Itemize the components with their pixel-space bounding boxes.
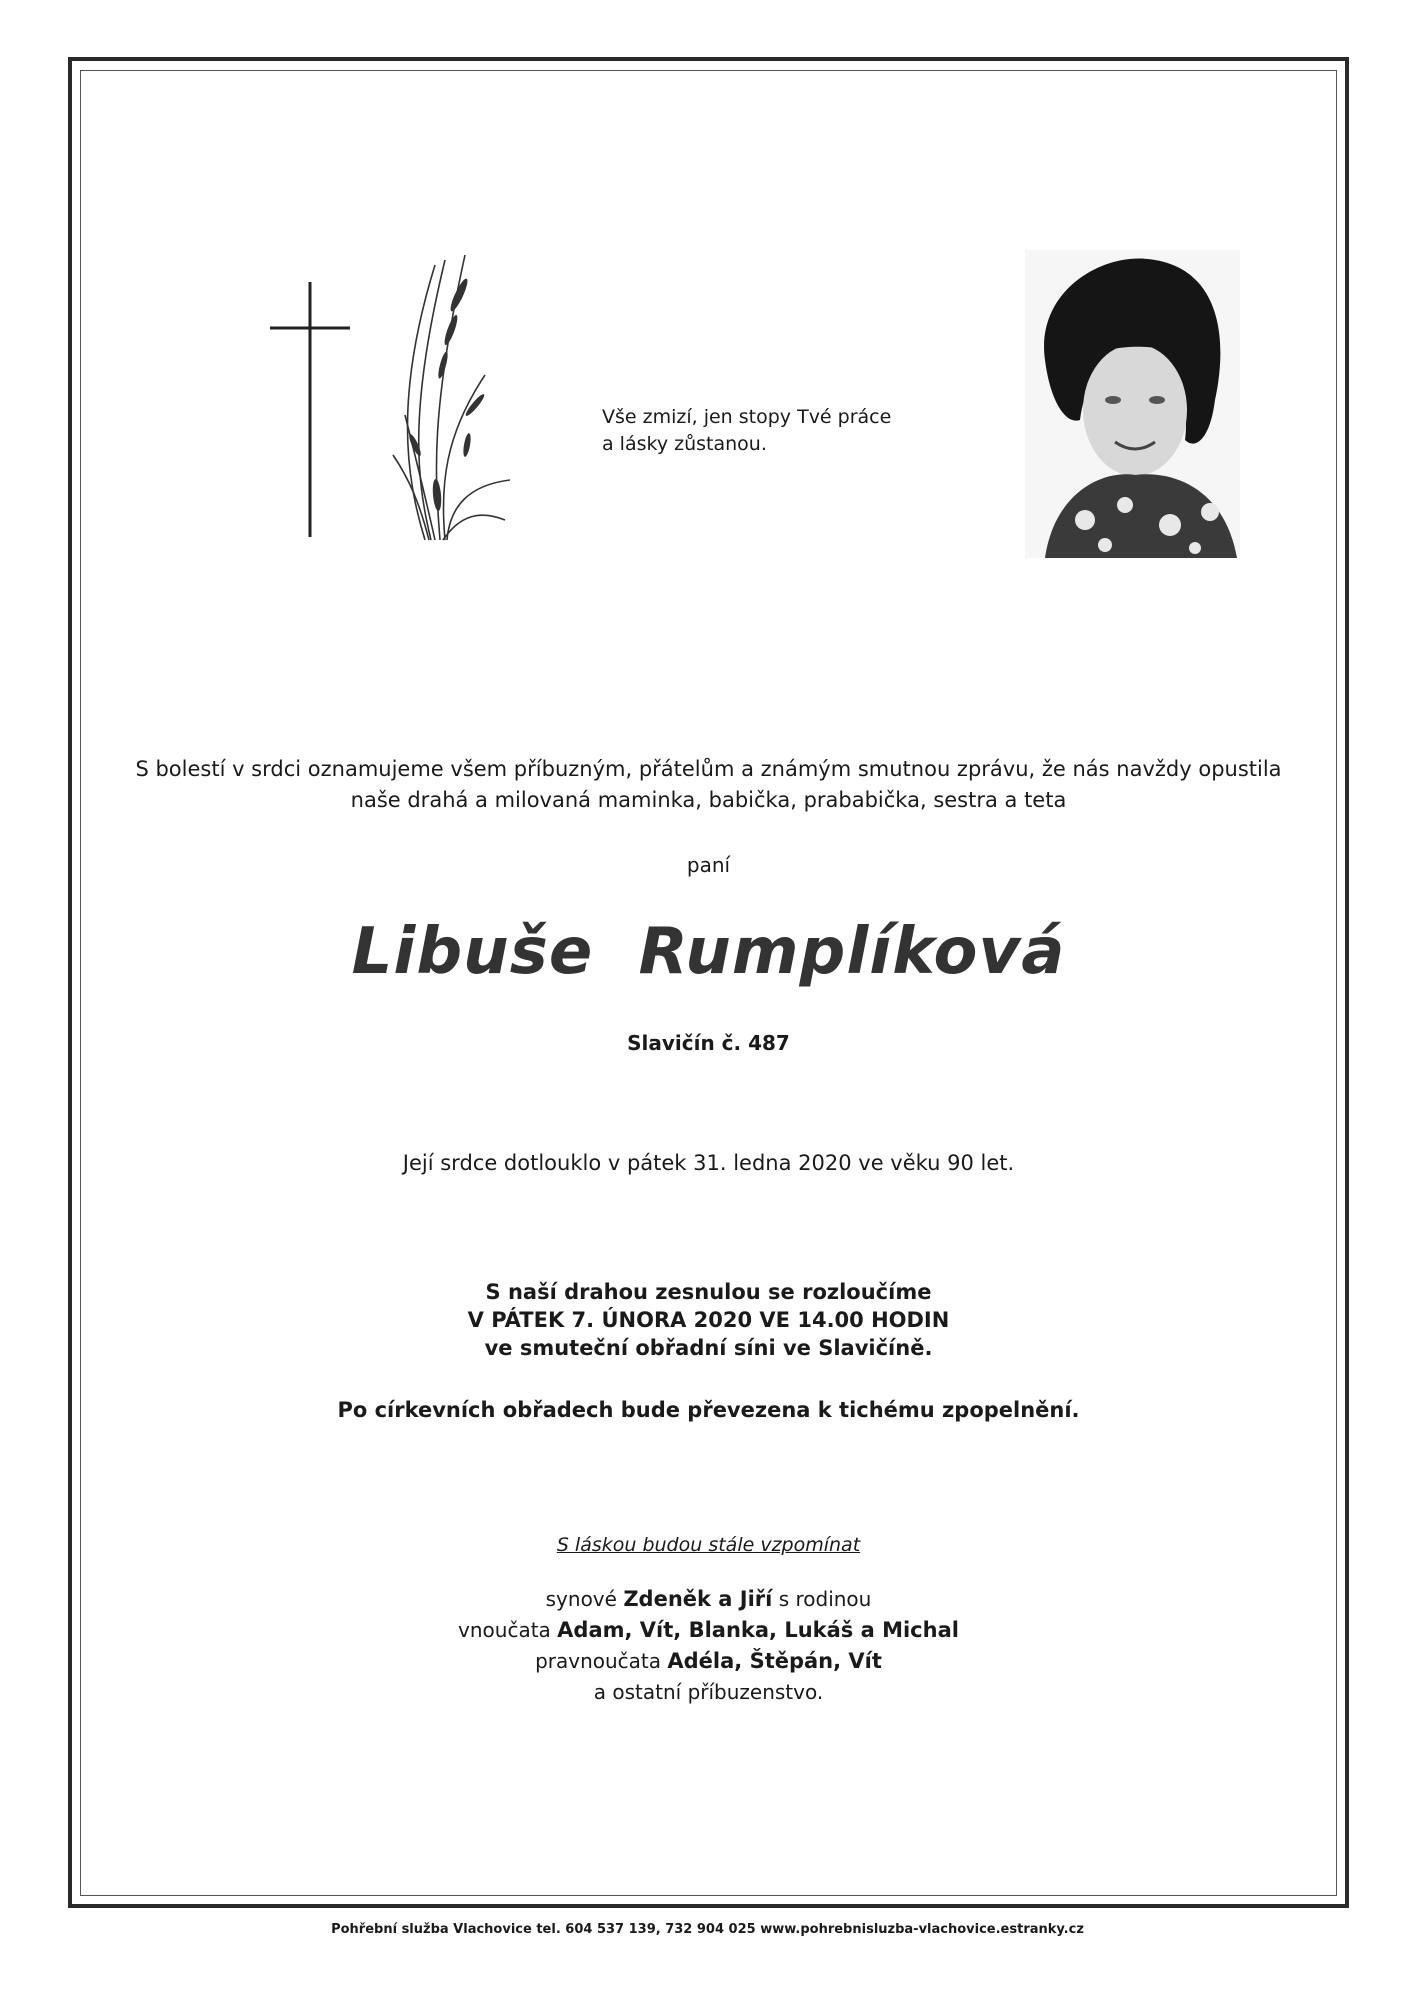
death-notice: Její srdce dotlouklo v pátek 31. ledna 2020 ve věku 90 let. [402,1151,1015,1175]
footer-contact: Pohřební služba Vlachovice tel. 604 537 139, 732 904 025 www.pohrebnisluzba-vlachovice.estranky.cz [331,1922,1084,1937]
announcement-line: naše drahá a milovaná maminka, babička, prababička, sestra a teta [350,788,1067,812]
family-others: a ostatní příbuzenstvo. [593,1680,824,1704]
motto [602,404,891,458]
ceremony-info [80,1278,1337,1362]
memory-heading: S láskou budou stále vzpomínat [556,1534,861,1556]
great-grandchildren-names: Adéla, Štěpán, Vít [667,1649,882,1673]
announcement [80,754,1337,816]
motto-line: a lásky zůstanou. [602,433,767,455]
church-note: Po církevních obřadech bude převezena k tichému zpopelnění. [337,1398,1080,1422]
address: Slavičín č. 487 [627,1031,790,1055]
ceremony-line: S naší drahou zesnulou se rozloučíme [485,1280,932,1304]
honorific: paní [686,853,731,877]
family-great-grandchildren: pravnoučata Adéla, Štěpán, Vít [535,1649,882,1673]
sons-names: Zdeněk a Jiří [623,1587,773,1611]
family-list [80,1584,1337,1708]
ceremony-line: ve smuteční obřadní síni ve Slavičíně. [484,1336,933,1360]
ceremony-line: V PÁTEK 7. ÚNORA 2020 VE 14.00 HODIN [467,1308,950,1332]
motto-line: Vše zmizí, jen stopy Tvé práce [602,406,892,428]
deceased-name: Libuše Rumplíková [351,915,1066,989]
family-sons: synové Zdeněk a Jiří s rodinou [545,1587,872,1611]
grass-ornament-icon [385,255,515,545]
portrait-photo [1025,250,1240,558]
grandchildren-names: Adam, Vít, Blanka, Lukáš a Michal [557,1618,959,1642]
cross-icon [270,282,350,537]
family-grandchildren: vnoučata Adam, Vít, Blanka, Lukáš a Michal [458,1618,959,1642]
announcement-line: S bolestí v srdci oznamujeme všem příbuzným, přátelům a známým smutnou zprávu, že nás navždy opustila [135,757,1282,781]
